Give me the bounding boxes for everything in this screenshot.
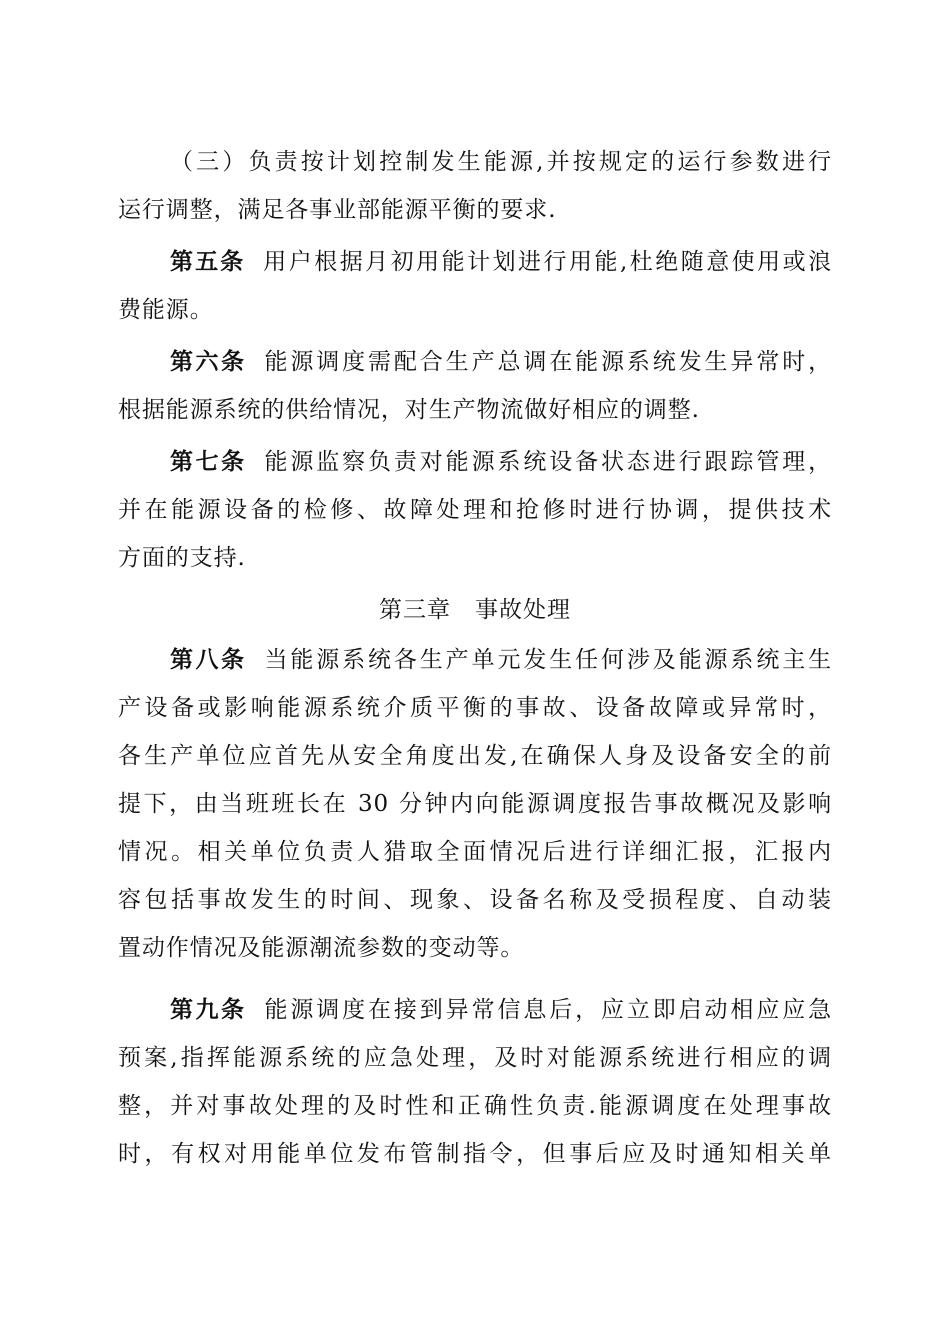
paragraph-line: （三）负责按计划控制发生能源,并按规定的运行参数进行 (170, 149, 832, 175)
paragraph-article-9 (118, 986, 832, 1178)
paragraph-line: 整，并对事故处理的及时性和正确性负责.能源调度在处理事故 (118, 1093, 832, 1119)
paragraph-line: 时，有权对用能单位发布管制指令，但事后应及时通知相关单 (118, 1141, 832, 1167)
paragraph-line: 各生产单位应首先从安全角度出发,在确保人身及设备安全的前 (118, 743, 832, 769)
paragraph-line: 预案,指挥能源系统的应急处理，及时对能源系统进行相应的调 (118, 1045, 832, 1071)
paragraph-line (118, 636, 832, 684)
article-text: 能源调度需配合生产总调在能源系统发生异常时， (264, 349, 832, 375)
article-label: 第八条 (170, 647, 247, 673)
article-text: 能源调度在接到异常信息后，应立即启动相应应急 (264, 997, 832, 1023)
paragraph-line: 费能源。 (118, 297, 214, 323)
paragraph-line: 容包括事故发生的时间、现象、设备名称及受损程度、自动装 (118, 887, 832, 913)
paragraph-line (118, 438, 832, 486)
paragraph-article-7 (118, 438, 832, 582)
article-label: 第五条 (170, 249, 246, 275)
paragraph-line: 产设备或影响能源系统介质平衡的事故、设备故障或异常时， (118, 695, 832, 721)
paragraph-line: 运行调整，满足各事业部能源平衡的要求. (118, 197, 557, 223)
paragraph-line: 并在能源设备的检修、故障处理和抢修时进行协调，提供技术 (118, 497, 832, 523)
article-label: 第九条 (170, 997, 247, 1023)
article-text: 用户根据月初用能计划进行用能,杜绝随意使用或浪 (263, 249, 833, 275)
paragraph-line (118, 338, 832, 386)
paragraph-article-5 (118, 238, 832, 334)
chapter-heading: 第三章 事故处理 (379, 597, 571, 623)
article-label: 第六条 (170, 349, 247, 375)
article-text: 当能源系统各生产单元发生任何涉及能源系统主生 (264, 647, 832, 673)
paragraph-article-6 (118, 338, 832, 434)
paragraph-line: 情况。相关单位负责人猎取全面情况后进行详细汇报，汇报内 (118, 839, 832, 865)
paragraph-line (118, 986, 832, 1034)
paragraph-line: 提下，由当班班长在 30 分钟内向能源调度报告事故概况及影响 (118, 791, 832, 817)
paragraph-line: 根据能源系统的供给情况，对生产物流做好相应的调整. (118, 397, 700, 423)
article-label: 第七条 (170, 449, 247, 475)
paragraph-line: 置动作情况及能源潮流参数的变动等。 (118, 935, 525, 961)
paragraph-line: 方面的支持. (118, 545, 246, 571)
article-text: 能源监察负责对能源系统设备状态进行跟踪管理， (264, 449, 832, 475)
paragraph-article-8 (118, 636, 832, 972)
paragraph-line (118, 238, 832, 286)
paragraph-item-3 (118, 138, 832, 234)
